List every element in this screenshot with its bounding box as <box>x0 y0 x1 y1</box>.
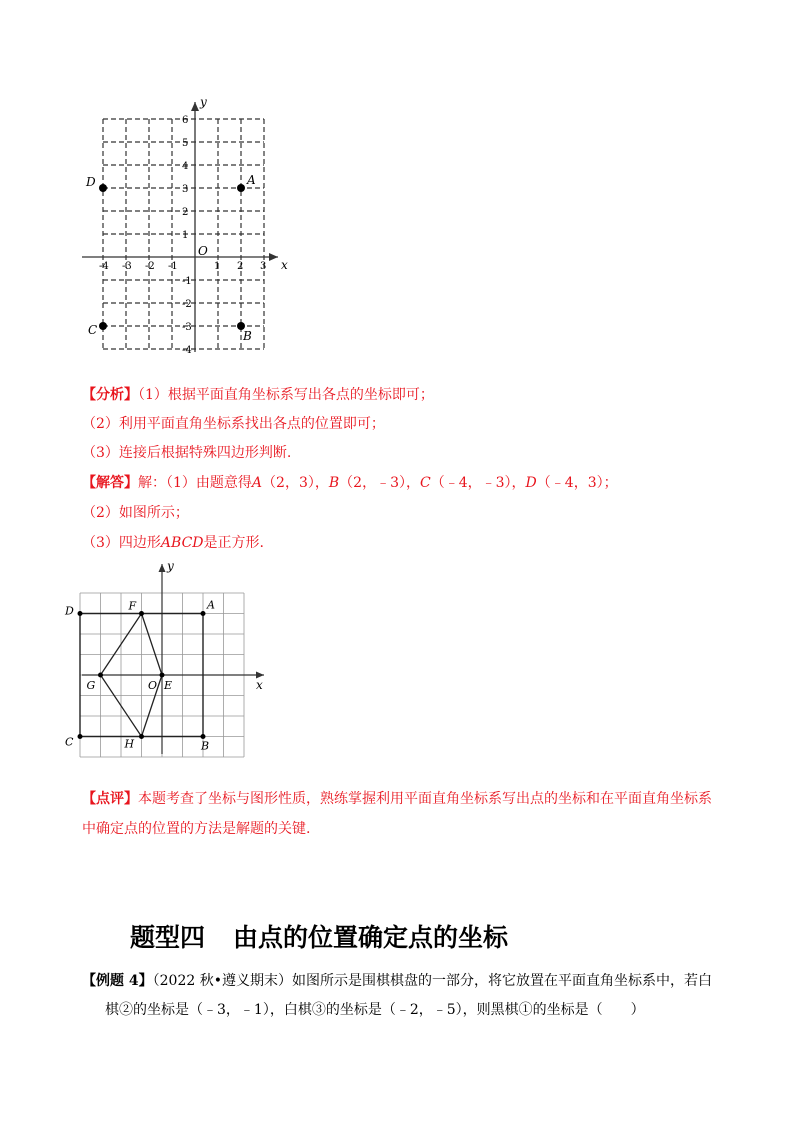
analysis-line-3 <box>82 444 291 462</box>
point-d-label: D <box>525 475 537 491</box>
y-axis-label: y <box>167 559 174 573</box>
point-label-e: E <box>164 679 173 692</box>
point-f <box>139 611 144 616</box>
point-label-a: A <box>207 598 215 612</box>
point-c-coord: （﹣4，﹣3）， <box>430 475 526 491</box>
y-axis-arrow-icon <box>159 564 166 572</box>
point-label-d: D <box>65 604 74 618</box>
x-axis-label: x <box>256 678 263 692</box>
answer-line-1 <box>82 474 618 492</box>
point-c <box>78 734 83 739</box>
point-label-c: C <box>65 735 74 749</box>
point-a <box>237 184 245 192</box>
answer-line-2 <box>82 504 189 522</box>
y-tick-label: 3 <box>182 184 189 195</box>
answer-tag: 【解答】 <box>82 475 138 491</box>
answer-intro: 解：（1）由题意得 <box>138 475 252 491</box>
x-axis-arrow-icon <box>269 253 278 261</box>
answer-line-3 <box>82 534 264 552</box>
y-tick-label: 2 <box>182 207 189 218</box>
y-tick-label: -1 <box>182 276 192 287</box>
point-label-h: H <box>124 737 135 751</box>
section-title-part-2: 由点的位置确定点的坐标 <box>233 923 509 952</box>
point-label-b: B <box>243 329 252 343</box>
y-tick-label: 4 <box>182 161 189 172</box>
point-d <box>99 184 107 192</box>
point-h <box>139 734 144 739</box>
y-tick-label: -3 <box>182 322 192 333</box>
x-tick-label: 3 <box>260 261 267 272</box>
x-tick-label: 2 <box>237 261 244 272</box>
x-tick-label: -3 <box>122 261 132 272</box>
example-line-2 <box>105 1001 645 1019</box>
point-d-coord: （﹣4，3）； <box>536 475 618 491</box>
point-b-coord: （2，﹣3）， <box>339 475 420 491</box>
point-e <box>160 673 165 678</box>
example-line-1 <box>82 972 712 990</box>
point-label-b: B <box>201 739 210 753</box>
analysis-tag: 【分析】 <box>82 387 138 403</box>
x-tick-label: 1 <box>214 261 221 272</box>
y-tick-label: -2 <box>182 299 192 310</box>
point-label-f: F <box>128 599 137 613</box>
example-text-1: （2022 秋•遵义期末）如图所示是围棋棋盘的一部分，将它放置在平面直角坐标系中，若白 <box>152 973 712 989</box>
point-label-d: D <box>86 175 96 189</box>
axes <box>82 564 264 754</box>
point-a-coord: （2，3）， <box>262 475 329 491</box>
point-c <box>99 322 107 330</box>
analysis-line-1 <box>82 386 434 404</box>
point-a-label: A <box>251 475 263 491</box>
y-tick-label: 5 <box>182 138 189 149</box>
example-text-2: 棋②的坐标是（﹣3，﹣1），白棋③的坐标是（﹣2，﹣5），则黑棋①的坐标是（ ） <box>105 1002 645 1018</box>
comment-text-2: 中确定点的位置的方法是解题的关键. <box>82 821 311 837</box>
answer-text-2: （2）如图所示； <box>82 505 189 521</box>
analysis-text-2: （2）利用平面直角坐标系找出各点的位置即可； <box>82 416 385 432</box>
point-label-c: C <box>88 323 98 337</box>
plotted-points <box>85 173 256 343</box>
x-tick-label: -1 <box>168 261 178 272</box>
point-g <box>98 673 103 678</box>
origin-label: O <box>198 244 208 258</box>
answer-text-3-pre: （3）四边形 <box>82 535 161 551</box>
section-title <box>130 918 508 954</box>
comment-tag: 【点评】 <box>82 791 138 807</box>
point-label-o: O <box>148 679 158 692</box>
analysis-text-1: （1）根据平面直角坐标系写出各点的坐标即可； <box>138 387 434 403</box>
y-axis-label: y <box>200 95 207 109</box>
y-tick-label: -4 <box>182 345 192 356</box>
y-tick-label: 6 <box>182 115 189 126</box>
x-tick-label: -2 <box>145 261 155 272</box>
point-a <box>201 611 206 616</box>
x-axis-label: x <box>281 258 288 272</box>
x-tick-label: -4 <box>99 261 109 272</box>
point-c-label: C <box>420 475 431 491</box>
comment-text-1: 本题考查了坐标与图形性质，熟练掌握利用平面直角坐标系写出点的坐标和在平面直角坐标系 <box>138 791 712 807</box>
y-tick-label: 1 <box>182 230 189 241</box>
comment-line-2 <box>82 820 310 838</box>
point-d <box>78 611 83 616</box>
coordinate-figure-1 <box>80 92 300 362</box>
example-tag: 【例题 4】 <box>82 973 153 989</box>
coordinate-figure-2 <box>65 558 280 758</box>
y-axis-arrow-icon <box>191 102 199 111</box>
point-b <box>201 734 206 739</box>
point-b-label: B <box>328 475 340 491</box>
section-title-part-1: 题型四 <box>130 923 206 952</box>
answer-text-3-post: 是正方形. <box>203 535 264 551</box>
analysis-line-2 <box>82 415 385 433</box>
quadrilateral-name: ABCD <box>160 535 204 551</box>
comment-line-1 <box>82 790 712 808</box>
axes <box>82 102 278 352</box>
point-label-a: A <box>247 173 256 187</box>
point-label-g: G <box>86 679 96 692</box>
analysis-text-3: （3）连接后根据特殊四边形判断. <box>82 445 292 461</box>
